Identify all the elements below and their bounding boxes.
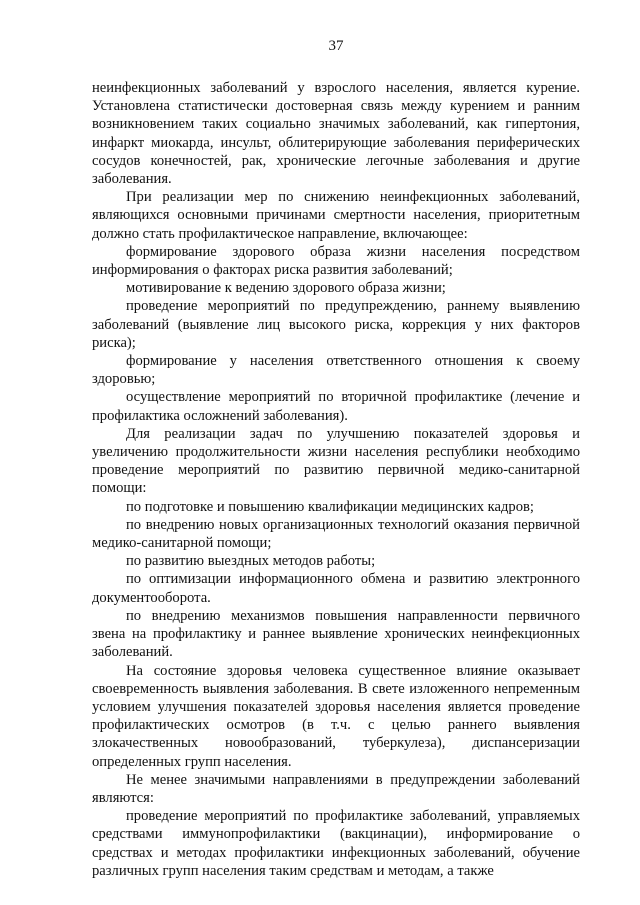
list-item: по внедрению механизмов повышения направленности первичного звена на профилактику и раннее выявление хронических неинфекционных заболеваний. [92, 607, 580, 661]
list-item: формирование у населения ответственного отношения к своему здоровью; [92, 353, 580, 388]
list-item: проведение мероприятий по профилактике заболеваний, управляемых средствами иммунопрофилактики (вакцинации), информирование о средствах и методах профилактики инфекционных заболеваний, обучение различных групп населения таким средствам и методам, а также [92, 808, 580, 879]
list-item: по оптимизации информационного обмена и развитию электронного документооборота. [92, 571, 580, 606]
list-item: по развитию выездных методов работы; [126, 553, 376, 570]
paragraph: Не менее значимыми направлениями в предупреждении заболеваний являются: [92, 771, 580, 806]
list-item: проведение мероприятий по предупреждению, раннему выявлению заболеваний (выявление лиц высокого риска, коррекция у них факторов риска); [92, 298, 580, 351]
list-item: по внедрению новых организационных технологий оказания первичной медико-санитарной помощи; [92, 516, 580, 552]
list-item: формирование здорового образа жизни населения посредством информирования о факторах риска развития заболеваний; [92, 243, 580, 279]
list-item: по подготовке и повышению квалификации медицинских кадров; [126, 498, 534, 515]
paragraph: неинфекционных заболеваний у взрослого населения, является курение. Установлена статистически достоверная связь между курением и ранним возникновением таких социально значимых заболеваний, как гипертония, инфаркт миокарда, инсульт, облитерирующие заболевания периферических сосудов конечностей, рак, хронические легочные заболевания и другие заболевания. [92, 80, 580, 188]
paragraph: Для реализации задач по улучшению показателей здоровья и увеличению продолжительности жизни населения республики необходимо проведение мероприятий по развитию первичной медико-санитарной помощи: [92, 425, 580, 497]
paragraph: При реализации мер по снижению неинфекционных заболеваний, являющихся основными причинами смертности населения, приоритетным должно стать профилактическое направление, включающее: [92, 189, 580, 242]
paragraph: На состояние здоровья человека существенное влияние оказывает своевременность выявления заболевания. В свете изложенного непременным условием улучшения показателей здоровья населения является проведение профилактических осмотров (в т.ч. с целью раннего выявления злокачественных новообразований, туберкулеза), диспансеризации определенных групп населения. [92, 662, 580, 770]
body-text [92, 79, 580, 880]
list-item: мотивирование к ведению здорового образа жизни; [126, 280, 446, 297]
list-item: осуществление мероприятий по вторичной профилактике (лечение и профилактика осложнений заболевания). [92, 389, 580, 424]
page-number: 37 [328, 38, 344, 54]
